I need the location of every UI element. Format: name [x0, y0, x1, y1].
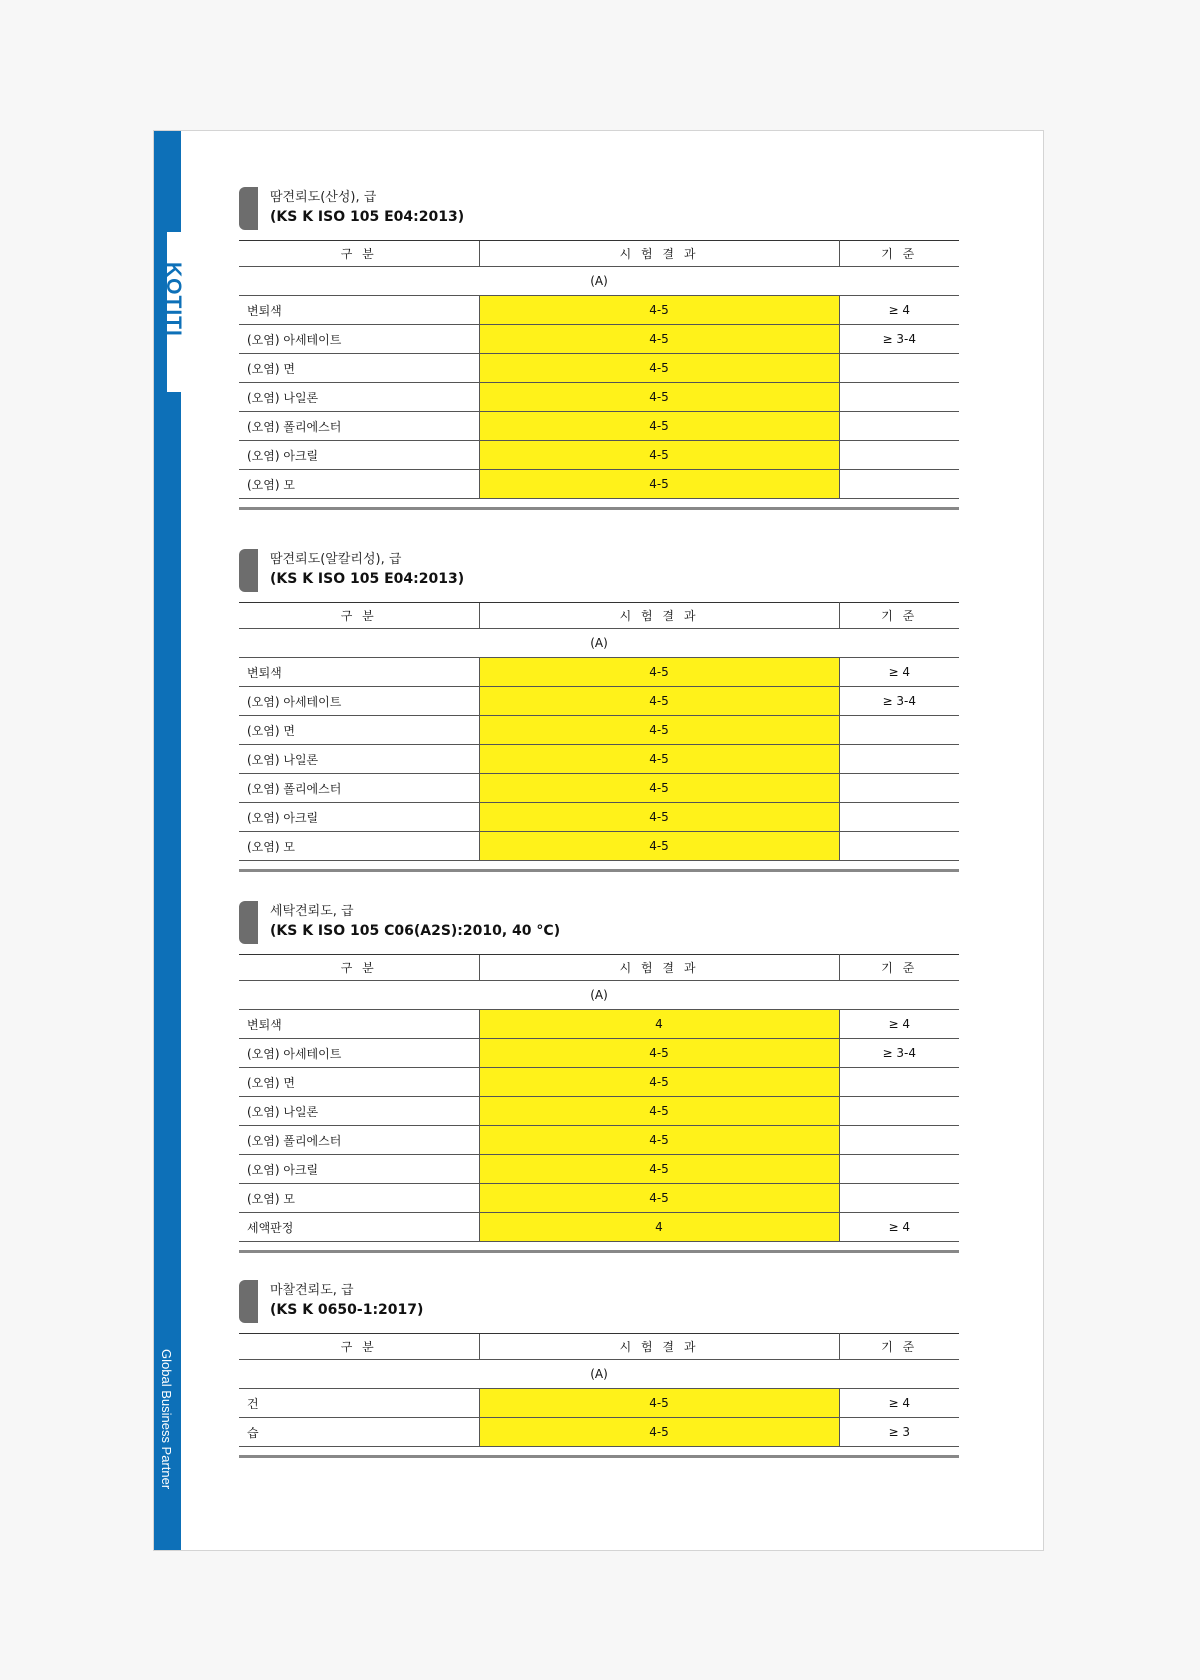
row-criterion — [839, 774, 959, 803]
header-standard: 기 준 — [839, 241, 959, 267]
sample-row — [239, 981, 959, 1010]
row-label: (오염) 아크릴 — [239, 1155, 479, 1184]
result-row — [239, 1389, 959, 1418]
row-criterion: ≥ 3-4 — [839, 687, 959, 716]
header-category: 구 분 — [239, 603, 479, 629]
section-title: 땀견뢰도(산성), 급 — [270, 190, 377, 205]
section-header — [239, 1280, 959, 1323]
row-criterion — [839, 412, 959, 441]
row-result: 4-5 — [479, 470, 839, 499]
sample-row — [239, 629, 959, 658]
result-row — [239, 716, 959, 745]
row-label: (오염) 면 — [239, 354, 479, 383]
section-end-rule — [239, 1455, 959, 1458]
table-header-row — [239, 603, 959, 629]
result-row — [239, 745, 959, 774]
header-standard: 기 준 — [839, 955, 959, 981]
fastness-section — [239, 549, 959, 872]
row-criterion — [839, 1097, 959, 1126]
row-label: (오염) 아크릴 — [239, 803, 479, 832]
row-criterion — [839, 1068, 959, 1097]
result-row — [239, 1039, 959, 1068]
row-criterion — [839, 716, 959, 745]
result-row — [239, 1010, 959, 1039]
section-header — [239, 549, 959, 592]
row-criterion: ≥ 4 — [839, 1213, 959, 1242]
row-result: 4-5 — [479, 383, 839, 412]
row-criterion: ≥ 3 — [839, 1418, 959, 1447]
results-table — [239, 240, 959, 499]
table-header-row — [239, 955, 959, 981]
row-criterion — [839, 832, 959, 861]
header-standard: 기 준 — [839, 1334, 959, 1360]
table-header-row — [239, 241, 959, 267]
result-row — [239, 1068, 959, 1097]
header-result: 시 험 결 과 — [479, 241, 839, 267]
row-label: 건 — [239, 1389, 479, 1418]
result-row — [239, 354, 959, 383]
row-result: 4-5 — [479, 1155, 839, 1184]
row-criterion: ≥ 3-4 — [839, 325, 959, 354]
results-table — [239, 1333, 959, 1447]
section-standard: (KS K ISO 105 E04:2013) — [270, 209, 465, 225]
header-result: 시 험 결 과 — [479, 955, 839, 981]
result-row — [239, 1155, 959, 1184]
row-label: (오염) 아세테이트 — [239, 325, 479, 354]
section-end-rule — [239, 1250, 959, 1253]
result-row — [239, 687, 959, 716]
row-criterion — [839, 354, 959, 383]
result-row — [239, 441, 959, 470]
kotiti-logo: KOTITI — [162, 262, 185, 337]
row-result: 4-5 — [479, 296, 839, 325]
row-criterion: ≥ 4 — [839, 658, 959, 687]
row-result: 4-5 — [479, 1418, 839, 1447]
results-table — [239, 602, 959, 861]
row-criterion — [839, 441, 959, 470]
sample-row — [239, 1360, 959, 1389]
row-label: 습 — [239, 1418, 479, 1447]
row-label: (오염) 아세테이트 — [239, 1039, 479, 1068]
row-result: 4-5 — [479, 354, 839, 383]
section-standard: (KS K 0650-1:2017) — [270, 1302, 424, 1318]
row-label: (오염) 모 — [239, 1184, 479, 1213]
fastness-section — [239, 187, 959, 510]
row-label: (오염) 나일론 — [239, 745, 479, 774]
section-end-rule — [239, 869, 959, 872]
result-row — [239, 1213, 959, 1242]
row-label: (오염) 나일론 — [239, 1097, 479, 1126]
result-row — [239, 774, 959, 803]
section-end-rule — [239, 507, 959, 510]
section-header — [239, 187, 959, 230]
row-label: (오염) 폴리에스터 — [239, 412, 479, 441]
row-label: (오염) 나일론 — [239, 383, 479, 412]
row-label: 변퇴색 — [239, 1010, 479, 1039]
header-category: 구 분 — [239, 241, 479, 267]
row-criterion: ≥ 4 — [839, 296, 959, 325]
result-row — [239, 1184, 959, 1213]
result-row — [239, 383, 959, 412]
result-row — [239, 1418, 959, 1447]
row-result: 4-5 — [479, 745, 839, 774]
row-criterion: ≥ 4 — [839, 1010, 959, 1039]
sample-label: (A) — [239, 267, 959, 296]
fastness-section — [239, 901, 959, 1253]
result-row — [239, 412, 959, 441]
row-criterion — [839, 803, 959, 832]
row-result: 4-5 — [479, 1126, 839, 1155]
row-criterion — [839, 383, 959, 412]
row-criterion — [839, 1155, 959, 1184]
section-title: 마찰견뢰도, 급 — [270, 1283, 354, 1298]
row-criterion — [839, 1126, 959, 1155]
row-label: (오염) 면 — [239, 716, 479, 745]
row-result: 4-5 — [479, 325, 839, 354]
fastness-section — [239, 1280, 959, 1458]
row-label: (오염) 모 — [239, 832, 479, 861]
row-result: 4-5 — [479, 1389, 839, 1418]
row-result: 4-5 — [479, 441, 839, 470]
header-result: 시 험 결 과 — [479, 603, 839, 629]
row-label: (오염) 폴리에스터 — [239, 1126, 479, 1155]
sample-label: (A) — [239, 981, 959, 1010]
row-criterion — [839, 745, 959, 774]
row-result: 4-5 — [479, 1097, 839, 1126]
result-row — [239, 803, 959, 832]
row-label: 변퇴색 — [239, 658, 479, 687]
section-title: 땀견뢰도(알칼리성), 급 — [270, 552, 402, 567]
result-row — [239, 832, 959, 861]
row-result: 4-5 — [479, 412, 839, 441]
result-row — [239, 325, 959, 354]
tagline: Global Business Partner — [159, 1349, 174, 1490]
result-row — [239, 296, 959, 325]
row-result: 4 — [479, 1010, 839, 1039]
result-row — [239, 1097, 959, 1126]
row-criterion — [839, 1184, 959, 1213]
result-row — [239, 470, 959, 499]
table-header-row — [239, 1334, 959, 1360]
result-row — [239, 1126, 959, 1155]
row-result: 4-5 — [479, 1068, 839, 1097]
row-label: 변퇴색 — [239, 296, 479, 325]
row-result: 4-5 — [479, 716, 839, 745]
row-result: 4-5 — [479, 774, 839, 803]
row-criterion: ≥ 3-4 — [839, 1039, 959, 1068]
header-standard: 기 준 — [839, 603, 959, 629]
section-header — [239, 901, 959, 944]
row-criterion: ≥ 4 — [839, 1389, 959, 1418]
row-result: 4-5 — [479, 658, 839, 687]
row-label: (오염) 폴리에스터 — [239, 774, 479, 803]
section-standard: (KS K ISO 105 E04:2013) — [270, 571, 465, 587]
row-label: (오염) 아세테이트 — [239, 687, 479, 716]
header-result: 시 험 결 과 — [479, 1334, 839, 1360]
section-marker — [239, 549, 258, 592]
sample-label: (A) — [239, 629, 959, 658]
row-result: 4-5 — [479, 687, 839, 716]
section-marker — [239, 1280, 258, 1323]
row-label: (오염) 모 — [239, 470, 479, 499]
row-label: 세액판정 — [239, 1213, 479, 1242]
sample-label: (A) — [239, 1360, 959, 1389]
row-result: 4-5 — [479, 1039, 839, 1068]
section-standard: (KS K ISO 105 C06(A2S):2010, 40 °C) — [270, 923, 561, 939]
row-label: (오염) 면 — [239, 1068, 479, 1097]
report-page — [153, 130, 1044, 1551]
results-table — [239, 954, 959, 1242]
row-result: 4-5 — [479, 1184, 839, 1213]
section-title: 세탁견뢰도, 급 — [270, 904, 354, 919]
header-category: 구 분 — [239, 955, 479, 981]
row-result: 4 — [479, 1213, 839, 1242]
section-marker — [239, 901, 258, 944]
header-category: 구 분 — [239, 1334, 479, 1360]
row-criterion — [839, 470, 959, 499]
sample-row — [239, 267, 959, 296]
result-row — [239, 658, 959, 687]
row-result: 4-5 — [479, 803, 839, 832]
section-marker — [239, 187, 258, 230]
row-label: (오염) 아크릴 — [239, 441, 479, 470]
row-result: 4-5 — [479, 832, 839, 861]
